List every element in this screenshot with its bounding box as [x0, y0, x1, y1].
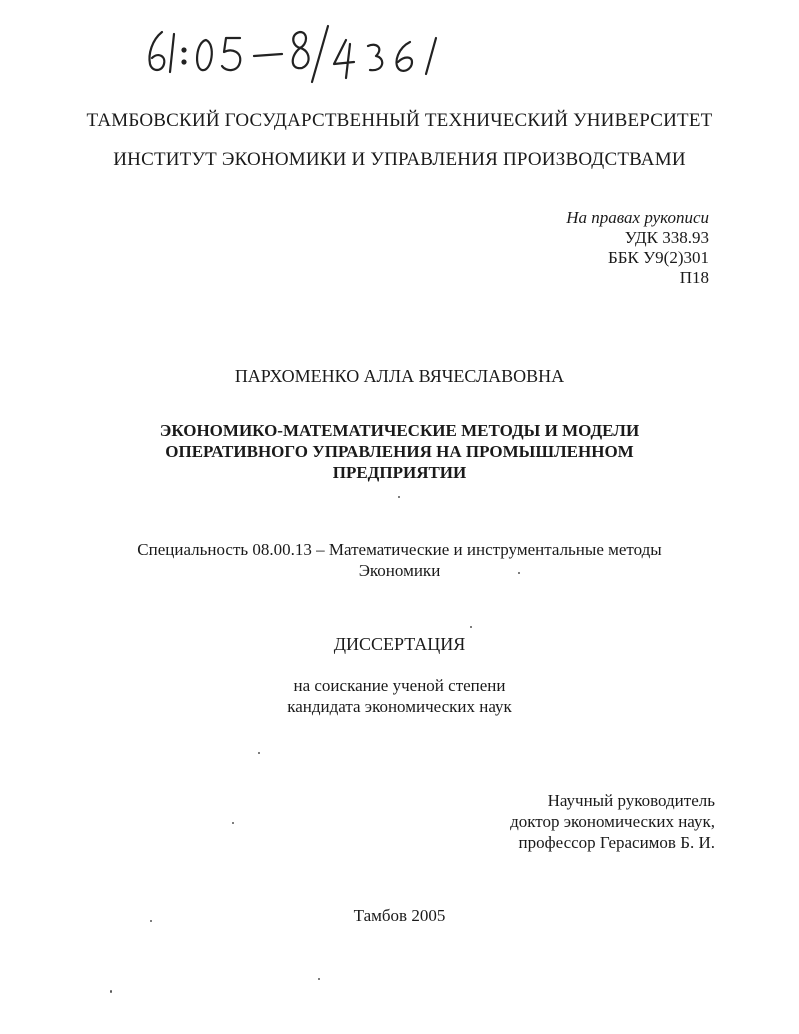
document-type: ДИССЕРТАЦИЯ — [333, 634, 466, 654]
dissertation-title — [0, 420, 799, 483]
author-sign-code: П18 — [679, 268, 709, 287]
title-line: ОПЕРАТИВНОГО УПРАВЛЕНИЯ НА ПРОМЫШЛЕННОМ — [165, 442, 634, 461]
degree-line: на соискание ученой степени — [293, 676, 506, 695]
specialty-line: Специальность 08.00.13 – Математические и инструментальные методы — [137, 540, 662, 559]
institute-name: ИНСТИТУТ ЭКОНОМИКИ И УПРАВЛЕНИЯ ПРОИЗВОДСТВАМИ — [113, 149, 686, 170]
handwritten-archive-mark — [140, 18, 460, 88]
city-year: Тамбов 2005 — [353, 906, 446, 925]
bbk-code: ББК У9(2)301 — [608, 248, 709, 267]
udk-code: УДК 338.93 — [624, 228, 709, 247]
scan-speck — [150, 920, 152, 922]
degree-sought — [0, 675, 799, 717]
supervisor-line: доктор экономических наук, — [510, 812, 715, 831]
manuscript-rights-label: На правах рукописи — [566, 208, 709, 227]
scan-speck — [110, 990, 112, 993]
specialty-line: Экономики — [358, 561, 441, 580]
scan-speck — [470, 626, 472, 628]
scan-speck — [318, 978, 320, 980]
degree-line: кандидата экономических наук — [287, 697, 512, 716]
author-name: ПАРХОМЕНКО АЛЛА ВЯЧЕСЛАВОВНА — [234, 366, 565, 386]
scan-speck — [518, 572, 520, 574]
supervisor-block — [510, 790, 715, 853]
scan-speck — [232, 822, 234, 824]
supervisor-line: Научный руководитель — [547, 791, 715, 810]
university-name: ТАМБОВСКИЙ ГОСУДАРСТВЕННЫЙ ТЕХНИЧЕСКИЙ УНИВЕРСИТЕТ — [86, 110, 713, 131]
title-line: ЭКОНОМИКО-МАТЕМАТИЧЕСКИЕ МЕТОДЫ И МОДЕЛИ — [159, 421, 640, 440]
title-line: ПРЕДПРИЯТИИ — [332, 463, 467, 482]
rights-block — [566, 208, 709, 288]
specialty — [0, 539, 799, 581]
scan-speck — [398, 496, 400, 498]
scan-speck — [258, 752, 260, 754]
supervisor-line: профессор Герасимов Б. И. — [518, 833, 715, 852]
